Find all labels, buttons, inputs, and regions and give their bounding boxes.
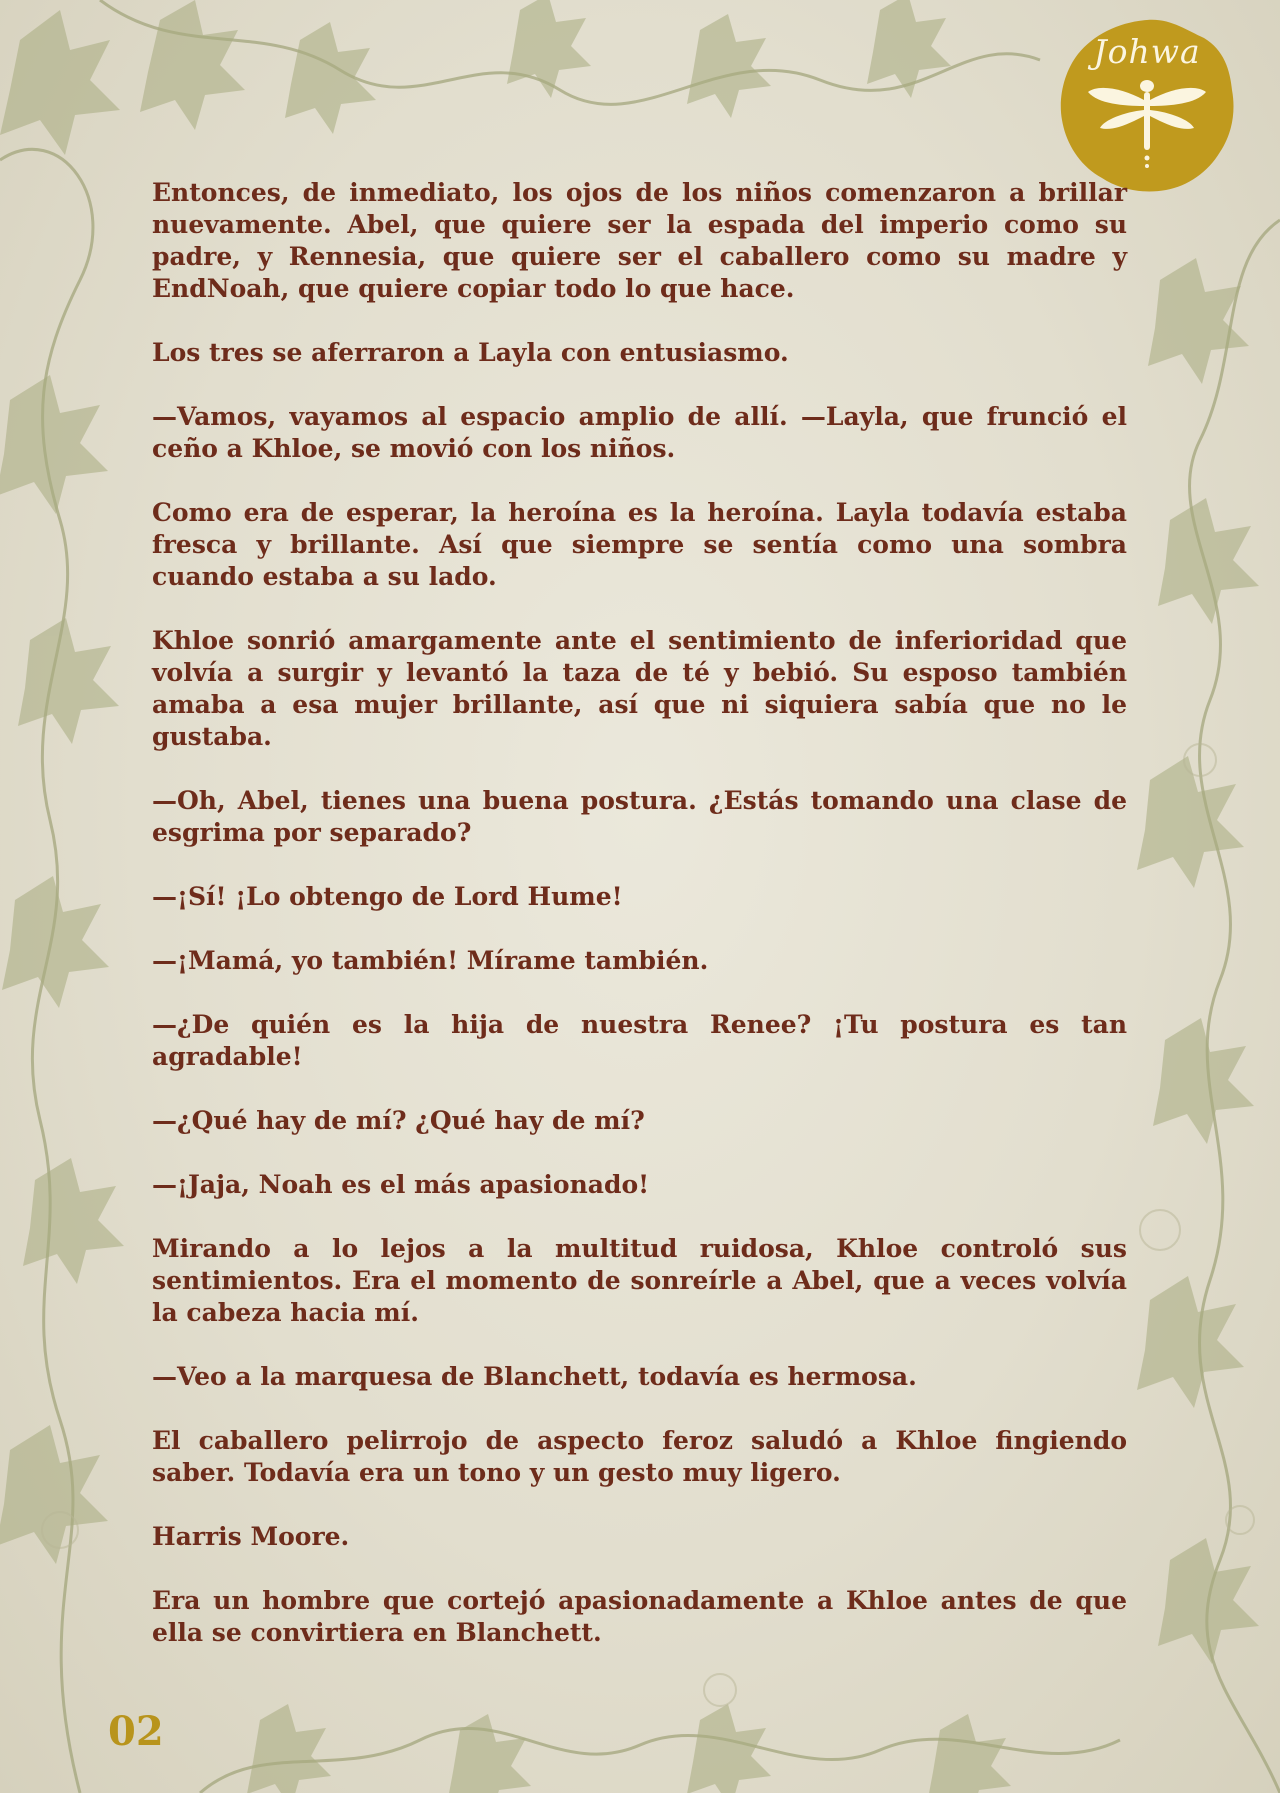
- paragraph: —¡Sí! ¡Lo obtengo de Lord Hume!: [152, 882, 623, 911]
- paragraph: El caballero pelirrojo de aspecto feroz saludó a Khloe fingiendo saber. Todavía era un tono y un gesto muy ligero.: [152, 1426, 1127, 1487]
- paragraph: Khloe sonrió amargamente ante el sentimiento de inferioridad que volvía a surgir y levantó la taza de té y bebió. Su esposo también amaba a esa mujer brillante, así que ni siquiera sabía que no le gustaba.: [152, 626, 1127, 751]
- page-number: 02: [108, 1708, 164, 1755]
- paragraph: —¡Mamá, yo también! Mírame también.: [152, 946, 709, 975]
- paragraph: Entonces, de inmediato, los ojos de los niños comenzaron a brillar nuevamente. Abel, que quiere ser la espada del imperio como su padre, y Rennesia, que quiere ser el caballero como su madre y EndNoah, que quiere copiar todo lo que hace.: [152, 178, 1127, 303]
- paragraph: Harris Moore.: [152, 1522, 350, 1551]
- paragraph: —Veo a la marquesa de Blanchett, todavía es hermosa.: [152, 1362, 917, 1391]
- johwa-logo: [1058, 16, 1236, 194]
- paragraph: —¡Jaja, Noah es el más apasionado!: [152, 1170, 650, 1199]
- paragraph: —¿Qué hay de mí? ¿Qué hay de mí?: [152, 1106, 645, 1135]
- paragraph: —Oh, Abel, tienes una buena postura. ¿Estás tomando una clase de esgrima por separado?: [152, 786, 1127, 847]
- paragraph: Como era de esperar, la heroína es la heroína. Layla todavía estaba fresca y brillante. Así que siempre se sentía como una sombra cuando estaba a su lado.: [152, 498, 1127, 591]
- paragraph: —¿De quién es la hija de nuestra Renee? ¡Tu postura es tan agradable!: [152, 1010, 1127, 1071]
- logo-text: Johwa: [1093, 32, 1201, 71]
- paragraph: Mirando a lo lejos a la multitud ruidosa, Khloe controló sus sentimientos. Era el momento de sonreírle a Abel, que a veces volvía la cabeza hacia mí.: [152, 1234, 1127, 1327]
- paragraph: —Vamos, vayamos al espacio amplio de allí. —Layla, que frunció el ceño a Khloe, se movió con los niños.: [152, 402, 1127, 463]
- paragraph: Era un hombre que cortejó apasionadamente a Khloe antes de que ella se convirtiera en Blanchett.: [152, 1586, 1127, 1647]
- chapter-body-text: [152, 177, 1127, 1681]
- paragraph: Los tres se aferraron a Layla con entusiasmo.: [152, 338, 789, 367]
